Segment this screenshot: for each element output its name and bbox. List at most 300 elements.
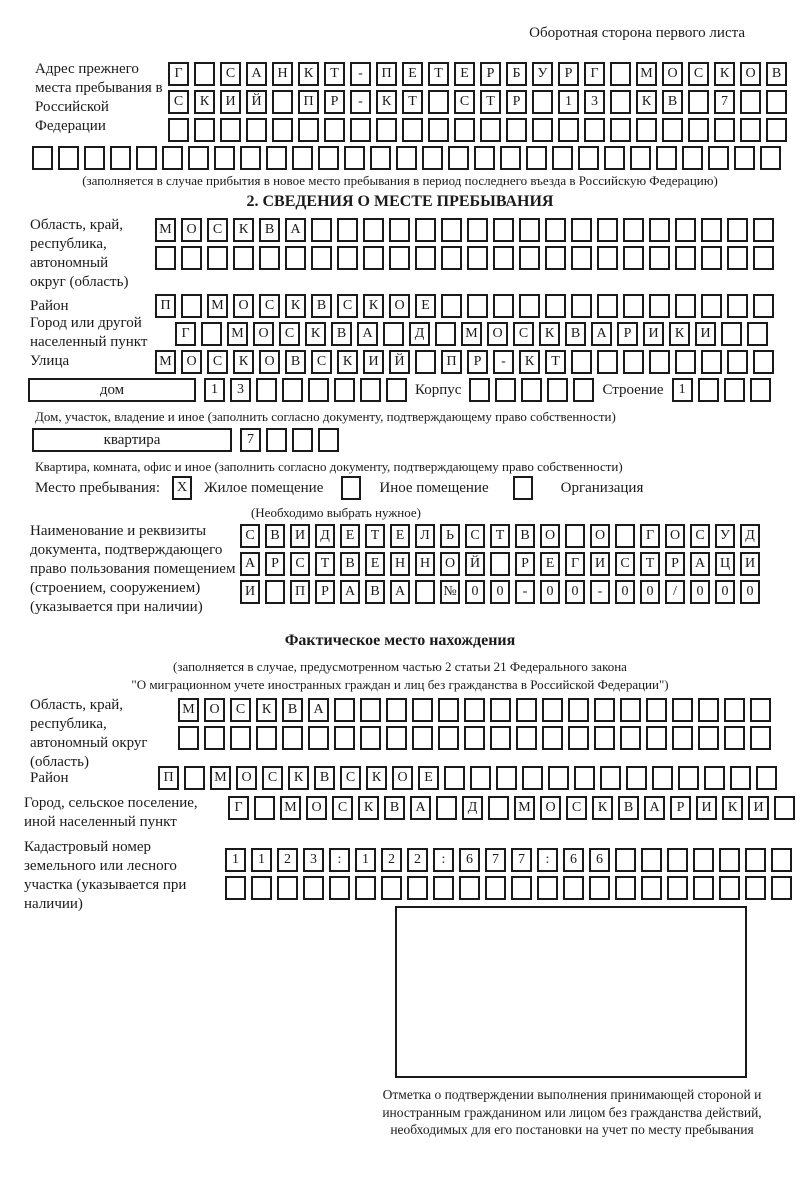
char-cell[interactable]	[701, 294, 722, 318]
char-cell[interactable]: Л	[415, 524, 435, 548]
char-cell[interactable]: С	[259, 294, 280, 318]
char-cell[interactable]: О	[236, 766, 257, 790]
char-cell[interactable]: М	[636, 62, 657, 86]
char-cell[interactable]: С	[207, 218, 228, 242]
char-cell[interactable]	[360, 698, 381, 722]
char-cell[interactable]	[389, 218, 410, 242]
char-cell[interactable]: П	[158, 766, 179, 790]
char-cell[interactable]	[620, 726, 641, 750]
char-cell[interactable]	[448, 146, 469, 170]
char-cell[interactable]: 6	[589, 848, 610, 872]
char-cell[interactable]	[623, 218, 644, 242]
char-cell[interactable]	[230, 726, 251, 750]
char-cell[interactable]	[636, 118, 657, 142]
char-cell[interactable]: П	[376, 62, 397, 86]
char-cell[interactable]: Т	[640, 552, 660, 576]
char-cell[interactable]	[265, 580, 285, 604]
char-cell[interactable]: 0	[565, 580, 585, 604]
char-cell[interactable]: 1	[225, 848, 246, 872]
char-cell[interactable]: Р	[515, 552, 535, 576]
char-cell[interactable]: Н	[415, 552, 435, 576]
char-cell[interactable]: В	[265, 524, 285, 548]
char-cell[interactable]	[698, 698, 719, 722]
char-cell[interactable]: В	[618, 796, 639, 820]
char-cell[interactable]	[675, 246, 696, 270]
char-cell[interactable]	[610, 90, 631, 114]
char-cell[interactable]	[370, 146, 391, 170]
char-cell[interactable]	[568, 698, 589, 722]
char-cell[interactable]: С	[168, 90, 189, 114]
char-cell[interactable]: И	[643, 322, 664, 346]
char-cell[interactable]: К	[714, 62, 735, 86]
char-cell[interactable]	[649, 294, 670, 318]
char-cell[interactable]	[441, 218, 462, 242]
char-cell[interactable]	[750, 726, 771, 750]
char-cell[interactable]: Р	[558, 62, 579, 86]
char-cell[interactable]: -	[350, 62, 371, 86]
char-cell[interactable]	[727, 218, 748, 242]
char-cell[interactable]	[724, 726, 745, 750]
checkbox-inoe[interactable]	[341, 476, 361, 500]
char-cell[interactable]	[615, 848, 636, 872]
char-cell[interactable]	[519, 246, 540, 270]
char-cell[interactable]: О	[259, 350, 280, 374]
char-cell[interactable]	[753, 218, 774, 242]
char-cell[interactable]	[511, 876, 532, 900]
char-cell[interactable]: О	[389, 294, 410, 318]
char-cell[interactable]	[745, 848, 766, 872]
char-cell[interactable]: Е	[418, 766, 439, 790]
char-cell[interactable]: Т	[490, 524, 510, 548]
char-cell[interactable]: К	[233, 218, 254, 242]
char-cell[interactable]: Й	[389, 350, 410, 374]
char-cell[interactable]	[495, 378, 516, 402]
char-cell[interactable]	[207, 246, 228, 270]
char-cell[interactable]	[110, 146, 131, 170]
char-cell[interactable]	[493, 294, 514, 318]
char-cell[interactable]	[688, 90, 709, 114]
char-cell[interactable]: -	[493, 350, 514, 374]
char-cell[interactable]	[220, 118, 241, 142]
char-cell[interactable]	[568, 726, 589, 750]
char-cell[interactable]: В	[282, 698, 303, 722]
char-cell[interactable]	[727, 246, 748, 270]
char-cell[interactable]	[233, 246, 254, 270]
char-cell[interactable]: Т	[545, 350, 566, 374]
char-cell[interactable]: Е	[402, 62, 423, 86]
char-cell[interactable]: С	[220, 62, 241, 86]
char-cell[interactable]	[188, 146, 209, 170]
char-cell[interactable]: П	[155, 294, 176, 318]
char-cell[interactable]	[753, 246, 774, 270]
char-cell[interactable]: М	[280, 796, 301, 820]
char-cell[interactable]	[194, 118, 215, 142]
char-cell[interactable]	[329, 876, 350, 900]
char-cell[interactable]	[272, 90, 293, 114]
char-cell[interactable]	[552, 146, 573, 170]
char-cell[interactable]: И	[696, 796, 717, 820]
char-cell[interactable]: Г	[228, 796, 249, 820]
char-cell[interactable]	[488, 796, 509, 820]
char-cell[interactable]	[724, 698, 745, 722]
char-cell[interactable]: М	[514, 796, 535, 820]
char-cell[interactable]	[714, 118, 735, 142]
char-cell[interactable]	[355, 876, 376, 900]
char-cell[interactable]: К	[288, 766, 309, 790]
char-cell[interactable]: 0	[615, 580, 635, 604]
char-cell[interactable]	[407, 876, 428, 900]
char-cell[interactable]	[620, 698, 641, 722]
char-cell[interactable]	[675, 294, 696, 318]
char-cell[interactable]	[519, 218, 540, 242]
char-cell[interactable]	[766, 118, 787, 142]
char-cell[interactable]	[272, 118, 293, 142]
char-cell[interactable]	[615, 524, 635, 548]
char-cell[interactable]	[771, 848, 792, 872]
char-cell[interactable]: О	[665, 524, 685, 548]
char-cell[interactable]	[573, 378, 594, 402]
char-cell[interactable]	[506, 118, 527, 142]
char-cell[interactable]	[428, 118, 449, 142]
char-cell[interactable]	[547, 378, 568, 402]
char-cell[interactable]	[563, 876, 584, 900]
char-cell[interactable]	[441, 294, 462, 318]
char-cell[interactable]	[675, 350, 696, 374]
char-cell[interactable]	[240, 146, 261, 170]
char-cell[interactable]	[516, 726, 537, 750]
char-cell[interactable]	[436, 796, 457, 820]
char-cell[interactable]: С	[690, 524, 710, 548]
char-cell[interactable]	[334, 378, 355, 402]
char-cell[interactable]: 3	[584, 90, 605, 114]
char-cell[interactable]: К	[366, 766, 387, 790]
char-cell[interactable]: С	[262, 766, 283, 790]
char-cell[interactable]	[415, 246, 436, 270]
char-cell[interactable]	[422, 146, 443, 170]
char-cell[interactable]: М	[155, 218, 176, 242]
char-cell[interactable]: Г	[640, 524, 660, 548]
char-cell[interactable]: М	[155, 350, 176, 374]
char-cell[interactable]: А	[240, 552, 260, 576]
char-cell[interactable]: О	[740, 62, 761, 86]
char-cell[interactable]	[292, 146, 313, 170]
char-cell[interactable]	[693, 876, 714, 900]
char-cell[interactable]	[292, 428, 313, 452]
char-cell[interactable]	[438, 698, 459, 722]
char-cell[interactable]	[522, 766, 543, 790]
char-cell[interactable]	[386, 378, 407, 402]
char-cell[interactable]: 1	[355, 848, 376, 872]
char-cell[interactable]: Д	[740, 524, 760, 548]
char-cell[interactable]	[698, 378, 719, 402]
char-cell[interactable]: Т	[428, 62, 449, 86]
char-cell[interactable]: О	[181, 218, 202, 242]
char-cell[interactable]	[641, 848, 662, 872]
char-cell[interactable]	[693, 848, 714, 872]
char-cell[interactable]	[589, 876, 610, 900]
char-cell[interactable]: А	[285, 218, 306, 242]
char-cell[interactable]	[311, 246, 332, 270]
char-cell[interactable]: Е	[540, 552, 560, 576]
char-cell[interactable]	[84, 146, 105, 170]
char-cell[interactable]: У	[532, 62, 553, 86]
char-cell[interactable]	[402, 118, 423, 142]
char-cell[interactable]	[649, 218, 670, 242]
char-cell[interactable]: С	[513, 322, 534, 346]
char-cell[interactable]	[610, 62, 631, 86]
char-cell[interactable]: С	[332, 796, 353, 820]
char-cell[interactable]: Р	[324, 90, 345, 114]
char-cell[interactable]	[344, 146, 365, 170]
char-cell[interactable]: Р	[506, 90, 527, 114]
char-cell[interactable]: К	[298, 62, 319, 86]
char-cell[interactable]: 6	[563, 848, 584, 872]
char-cell[interactable]	[32, 146, 53, 170]
char-cell[interactable]: 7	[485, 848, 506, 872]
char-cell[interactable]: 0	[715, 580, 735, 604]
char-cell[interactable]: Т	[480, 90, 501, 114]
char-cell[interactable]	[214, 146, 235, 170]
char-cell[interactable]	[708, 146, 729, 170]
char-cell[interactable]: В	[340, 552, 360, 576]
char-cell[interactable]: Е	[340, 524, 360, 548]
char-cell[interactable]	[363, 218, 384, 242]
char-cell[interactable]: /	[665, 580, 685, 604]
char-cell[interactable]	[259, 246, 280, 270]
char-cell[interactable]: И	[363, 350, 384, 374]
char-cell[interactable]: Р	[265, 552, 285, 576]
char-cell[interactable]	[246, 118, 267, 142]
char-cell[interactable]: К	[669, 322, 690, 346]
char-cell[interactable]	[662, 118, 683, 142]
char-cell[interactable]: С	[290, 552, 310, 576]
char-cell[interactable]: В	[384, 796, 405, 820]
char-cell[interactable]: Б	[506, 62, 527, 86]
char-cell[interactable]: К	[233, 350, 254, 374]
char-cell[interactable]: О	[392, 766, 413, 790]
char-cell[interactable]	[675, 218, 696, 242]
char-cell[interactable]	[698, 726, 719, 750]
char-cell[interactable]: :	[433, 848, 454, 872]
char-cell[interactable]	[467, 294, 488, 318]
char-cell[interactable]: Е	[365, 552, 385, 576]
char-cell[interactable]	[58, 146, 79, 170]
char-cell[interactable]	[604, 146, 625, 170]
char-cell[interactable]	[204, 726, 225, 750]
char-cell[interactable]	[337, 218, 358, 242]
char-cell[interactable]: В	[515, 524, 535, 548]
char-cell[interactable]	[334, 726, 355, 750]
char-cell[interactable]: Е	[390, 524, 410, 548]
char-cell[interactable]	[386, 698, 407, 722]
char-cell[interactable]: Е	[415, 294, 436, 318]
char-cell[interactable]: К	[337, 350, 358, 374]
char-cell[interactable]	[324, 118, 345, 142]
char-cell[interactable]: О	[540, 796, 561, 820]
char-cell[interactable]	[256, 378, 277, 402]
char-cell[interactable]	[467, 218, 488, 242]
char-cell[interactable]	[480, 118, 501, 142]
char-cell[interactable]: 1	[204, 378, 225, 402]
char-cell[interactable]: А	[690, 552, 710, 576]
char-cell[interactable]	[626, 766, 647, 790]
char-cell[interactable]	[646, 726, 667, 750]
char-cell[interactable]: В	[311, 294, 332, 318]
char-cell[interactable]	[623, 350, 644, 374]
char-cell[interactable]	[623, 294, 644, 318]
char-cell[interactable]: К	[592, 796, 613, 820]
char-cell[interactable]: А	[308, 698, 329, 722]
char-cell[interactable]	[704, 766, 725, 790]
char-cell[interactable]	[266, 428, 287, 452]
char-cell[interactable]	[571, 294, 592, 318]
char-cell[interactable]: А	[357, 322, 378, 346]
char-cell[interactable]	[285, 246, 306, 270]
char-cell[interactable]: О	[440, 552, 460, 576]
char-cell[interactable]	[597, 294, 618, 318]
checkbox-organizaciya[interactable]	[513, 476, 533, 500]
char-cell[interactable]: :	[329, 848, 350, 872]
char-cell[interactable]	[578, 146, 599, 170]
char-cell[interactable]	[594, 698, 615, 722]
char-cell[interactable]	[318, 146, 339, 170]
char-cell[interactable]	[719, 876, 740, 900]
char-cell[interactable]	[745, 876, 766, 900]
char-cell[interactable]	[516, 698, 537, 722]
char-cell[interactable]: С	[337, 294, 358, 318]
char-cell[interactable]	[526, 146, 547, 170]
char-cell[interactable]: 1	[672, 378, 693, 402]
char-cell[interactable]: О	[253, 322, 274, 346]
char-cell[interactable]: А	[410, 796, 431, 820]
char-cell[interactable]: И	[748, 796, 769, 820]
char-cell[interactable]: :	[537, 848, 558, 872]
char-cell[interactable]: С	[465, 524, 485, 548]
char-cell[interactable]	[760, 146, 781, 170]
char-cell[interactable]	[542, 726, 563, 750]
char-cell[interactable]: П	[290, 580, 310, 604]
char-cell[interactable]: С	[454, 90, 475, 114]
char-cell[interactable]	[688, 118, 709, 142]
char-cell[interactable]	[532, 90, 553, 114]
char-cell[interactable]: В	[565, 322, 586, 346]
char-cell[interactable]	[350, 118, 371, 142]
char-cell[interactable]: А	[246, 62, 267, 86]
char-cell[interactable]	[415, 218, 436, 242]
char-cell[interactable]: 2	[407, 848, 428, 872]
char-cell[interactable]: К	[722, 796, 743, 820]
char-cell[interactable]	[194, 62, 215, 86]
char-cell[interactable]: С	[340, 766, 361, 790]
char-cell[interactable]: К	[636, 90, 657, 114]
char-cell[interactable]	[412, 698, 433, 722]
char-cell[interactable]	[701, 350, 722, 374]
char-cell[interactable]	[334, 698, 355, 722]
char-cell[interactable]	[337, 246, 358, 270]
char-cell[interactable]: К	[539, 322, 560, 346]
char-cell[interactable]: Й	[465, 552, 485, 576]
char-cell[interactable]: Т	[402, 90, 423, 114]
char-cell[interactable]	[521, 378, 542, 402]
char-cell[interactable]: Р	[617, 322, 638, 346]
char-cell[interactable]	[672, 726, 693, 750]
char-cell[interactable]	[500, 146, 521, 170]
char-cell[interactable]	[649, 350, 670, 374]
char-cell[interactable]	[649, 246, 670, 270]
char-cell[interactable]	[597, 246, 618, 270]
char-cell[interactable]	[318, 428, 339, 452]
char-cell[interactable]: И	[740, 552, 760, 576]
char-cell[interactable]	[630, 146, 651, 170]
char-cell[interactable]: 2	[381, 848, 402, 872]
char-cell[interactable]	[251, 876, 272, 900]
char-cell[interactable]	[467, 246, 488, 270]
char-cell[interactable]	[493, 218, 514, 242]
char-cell[interactable]: 7	[511, 848, 532, 872]
char-cell[interactable]	[747, 322, 768, 346]
char-cell[interactable]	[565, 524, 585, 548]
char-cell[interactable]	[308, 726, 329, 750]
char-cell[interactable]: Н	[390, 552, 410, 576]
char-cell[interactable]	[298, 118, 319, 142]
char-cell[interactable]: Г	[175, 322, 196, 346]
char-cell[interactable]	[201, 322, 222, 346]
char-cell[interactable]	[459, 876, 480, 900]
char-cell[interactable]: Р	[315, 580, 335, 604]
char-cell[interactable]: К	[363, 294, 384, 318]
char-cell[interactable]	[433, 876, 454, 900]
char-cell[interactable]: 0	[490, 580, 510, 604]
char-cell[interactable]	[277, 876, 298, 900]
char-cell[interactable]: Д	[462, 796, 483, 820]
char-cell[interactable]	[381, 876, 402, 900]
char-cell[interactable]	[396, 146, 417, 170]
char-cell[interactable]: А	[340, 580, 360, 604]
char-cell[interactable]	[376, 118, 397, 142]
checkbox-zhiloe[interactable]: X	[172, 476, 192, 500]
char-cell[interactable]	[701, 246, 722, 270]
char-cell[interactable]	[282, 378, 303, 402]
char-cell[interactable]	[308, 378, 329, 402]
char-cell[interactable]	[441, 246, 462, 270]
char-cell[interactable]	[178, 726, 199, 750]
char-cell[interactable]	[727, 350, 748, 374]
char-cell[interactable]	[490, 698, 511, 722]
char-cell[interactable]	[641, 876, 662, 900]
char-cell[interactable]: Г	[584, 62, 605, 86]
char-cell[interactable]: Р	[665, 552, 685, 576]
char-cell[interactable]	[469, 378, 490, 402]
char-cell[interactable]: 0	[540, 580, 560, 604]
char-cell[interactable]	[383, 322, 404, 346]
char-cell[interactable]	[464, 698, 485, 722]
char-cell[interactable]: Д	[315, 524, 335, 548]
char-cell[interactable]: К	[305, 322, 326, 346]
char-cell[interactable]	[701, 218, 722, 242]
char-cell[interactable]	[545, 294, 566, 318]
char-cell[interactable]: К	[256, 698, 277, 722]
char-cell[interactable]	[435, 322, 456, 346]
char-cell[interactable]	[493, 246, 514, 270]
char-cell[interactable]	[721, 322, 742, 346]
char-cell[interactable]	[623, 246, 644, 270]
char-cell[interactable]: Г	[168, 62, 189, 86]
char-cell[interactable]: К	[358, 796, 379, 820]
char-cell[interactable]: П	[298, 90, 319, 114]
char-cell[interactable]	[672, 698, 693, 722]
char-cell[interactable]: И	[220, 90, 241, 114]
char-cell[interactable]: С	[311, 350, 332, 374]
